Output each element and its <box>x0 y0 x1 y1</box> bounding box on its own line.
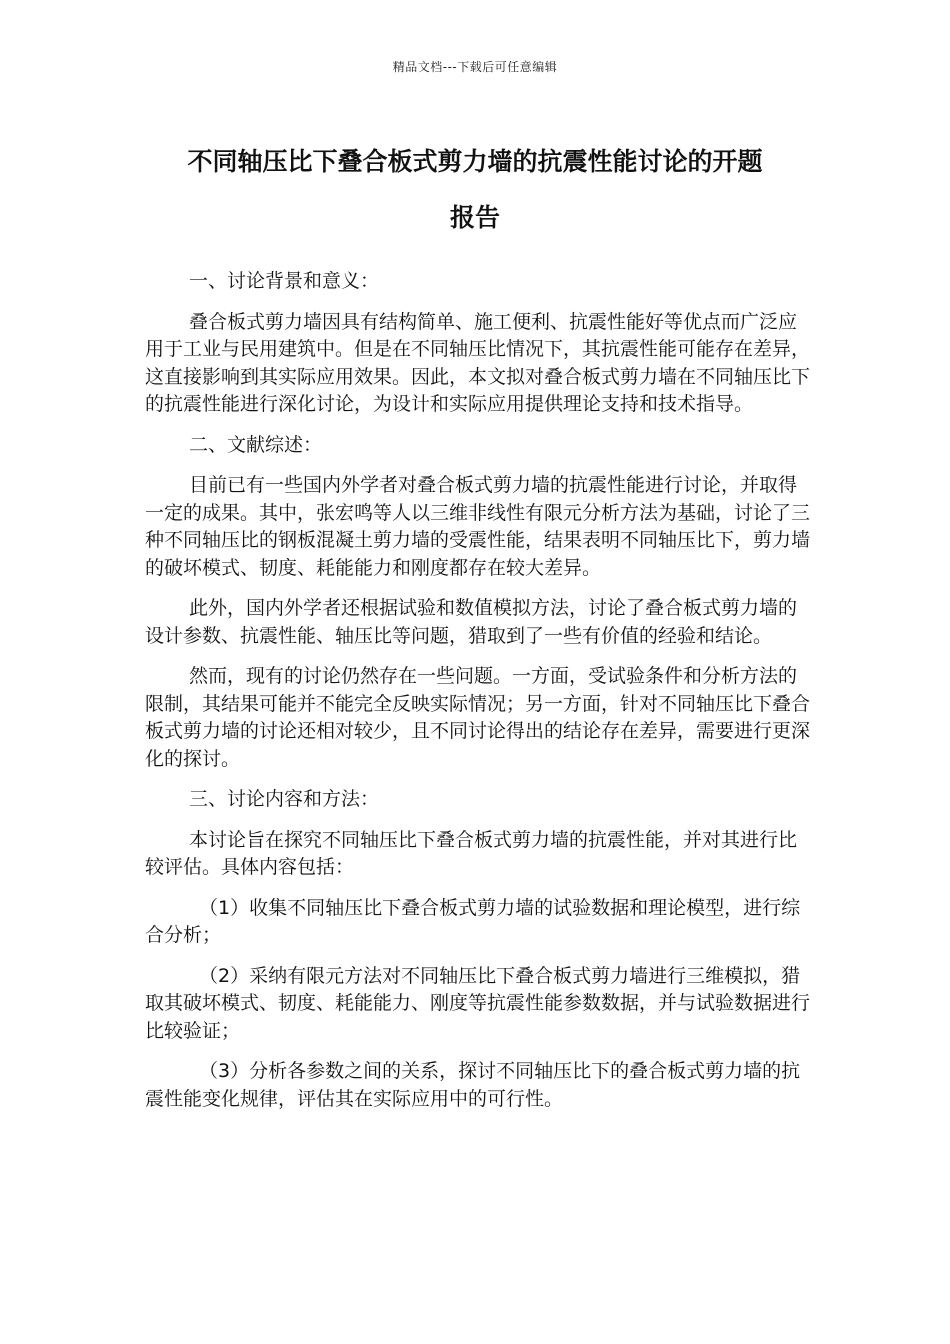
list-item-1: （1）收集不同轴压比下叠合板式剪力墙的试验数据和理论模型，进行综合分析； <box>145 896 801 946</box>
paragraph-content-intro: 本讨论旨在探究不同轴压比下叠合板式剪力墙的抗震性能，并对其进行比较评估。具体内容包括： <box>145 828 798 878</box>
list-item-3: （3）分析各参数之间的关系，探讨不同轴压比下的叠合板式剪力墙的抗震性能变化规律，评估其在实际应用中的可行性。 <box>145 1060 801 1110</box>
paragraph-background: 叠合板式剪力墙因具有结构简单、施工便利、抗震性能好等优点而广泛应用于工业与民用建筑中。但是在不同轴压比情况下，其抗震性能可能存在差异，这直接影响到其实际应用效果。因此，本文拟对叠合板式剪力墙在不同轴压比下的抗震性能进行深化讨论，为设计和实际应用提供理论支持和技术指导。 <box>145 310 811 415</box>
header-note: 精品文档---下载后可任意编辑 <box>392 60 558 74</box>
title-line-2: 报告 <box>449 203 500 232</box>
section-heading-content: 三、讨论内容和方法： <box>189 788 380 810</box>
document-title <box>130 134 820 246</box>
paragraph-literature-3: 然而，现有的讨论仍然存在一些问题。一方面，受试验条件和分析方法的限制，其结果可能并不能完全反映实际情况；另一方面，针对不同轴压比下叠合板式剪力墙的讨论还相对较少，且不同讨论得出的结论存在差异，需要进行更深化的探讨。 <box>145 665 811 770</box>
list-item-2: （2）采纳有限元方法对不同轴压比下叠合板式剪力墙进行三维模拟，猎取其破坏模式、韧度、耗能能力、刚度等抗震性能参数数据，并与试验数据进行比较验证； <box>145 964 811 1042</box>
paragraph-literature-2: 此外，国内外学者还根据试验和数值模拟方法，讨论了叠合板式剪力墙的设计参数、抗震性能、轴压比等问题，猎取到了一些有价值的经验和结论。 <box>145 597 798 647</box>
section-heading-literature: 二、文献综述： <box>189 433 323 456</box>
paragraph-literature-1: 目前已有一些国内外学者对叠合板式剪力墙的抗震性能进行讨论，并取得一定的成果。其中，张宏鸣等人以三维非线性有限元分析方法为基础，讨论了三种不同轴压比的钢板混凝土剪力墙的受震性能，结果表明不同轴压比下，剪力墙的破坏模式、韧度、耗能能力和刚度都存在较大差异。 <box>145 474 811 579</box>
title-line-1: 不同轴压比下叠合板式剪力墙的抗震性能讨论的开题 <box>187 147 763 176</box>
document-body <box>145 268 810 1126</box>
section-heading-background: 一、讨论背景和意义： <box>189 270 380 292</box>
